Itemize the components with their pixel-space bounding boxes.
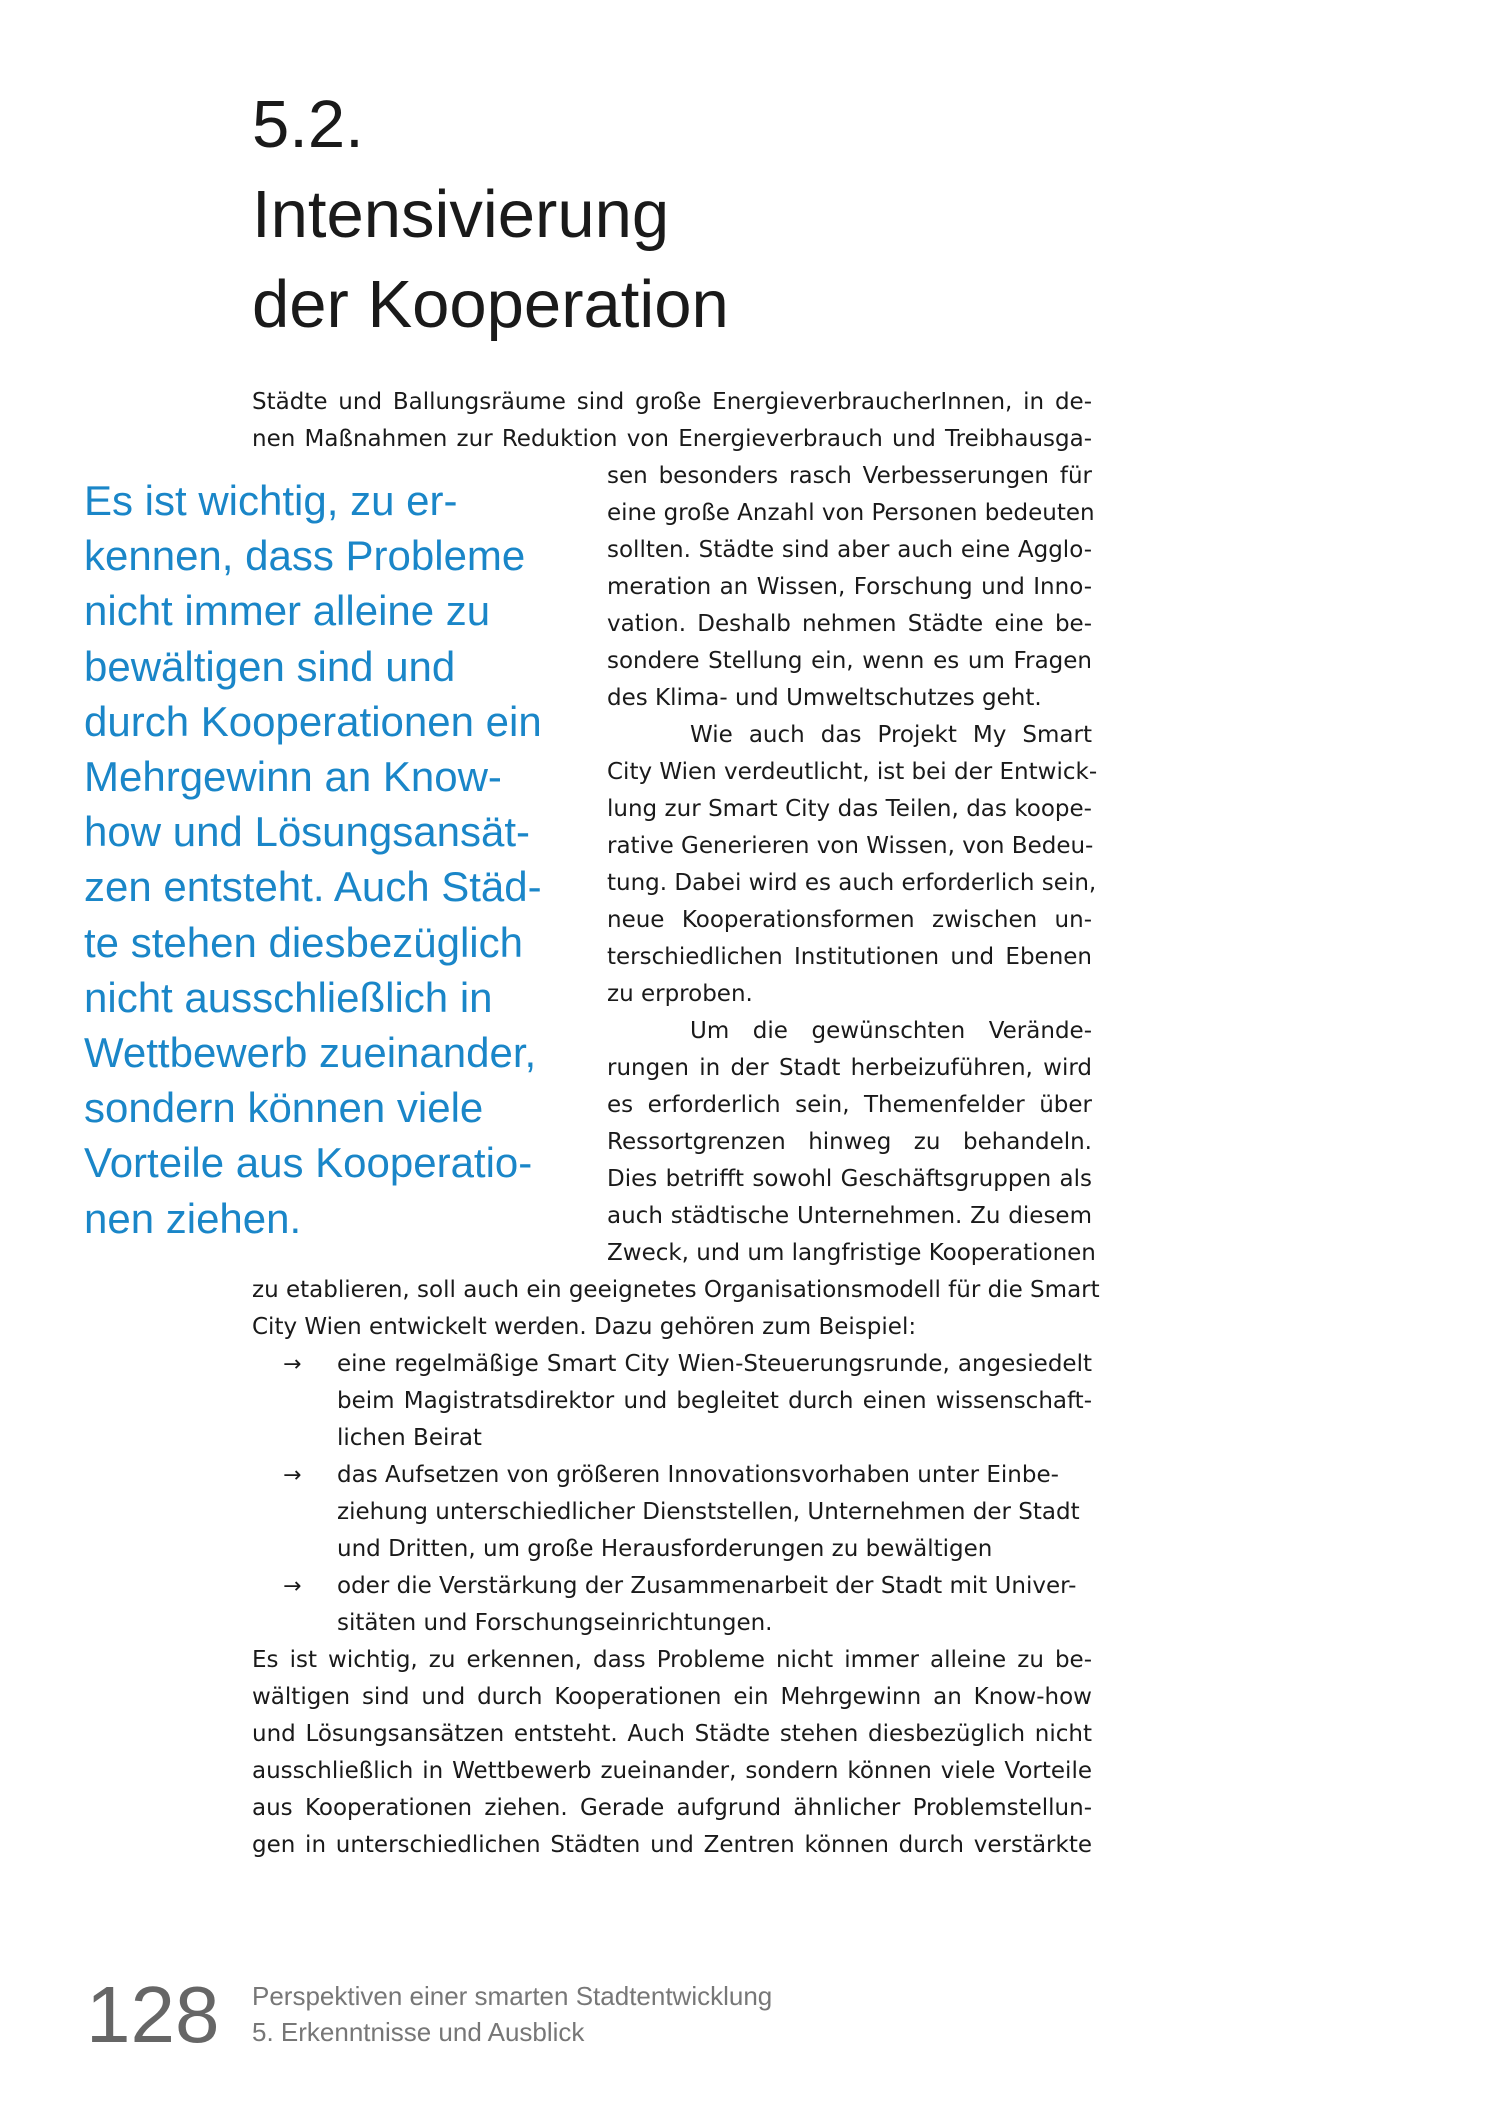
pull-quote-line: te stehen diesbezüglich	[84, 918, 523, 966]
arrow-right-icon: →	[283, 1352, 302, 1377]
body-line: zu etablieren, soll auch ein geeignetes Organisationsmodell für die Smart	[252, 1277, 1100, 1303]
body-line: sollten. Städte sind aber auch eine Agglo-	[607, 537, 1092, 563]
pull-quote-line: kennen, dass Probleme	[84, 532, 526, 580]
body-line: meration an Wissen, Forschung und Inno-	[607, 574, 1092, 600]
body-line: sen besonders rasch Verbesserungen für	[607, 463, 1092, 489]
body-line: ausschließlich in Wettbewerb zueinander, sondern können viele Vorteile	[252, 1758, 1092, 1784]
section-heading	[252, 80, 729, 350]
bullet-line: sitäten und Forschungseinrichtungen.	[337, 1610, 773, 1636]
pull-quote-line: nicht ausschließlich in	[84, 973, 493, 1021]
body-line: rungen in der Stadt herbeizuführen, wird	[607, 1055, 1092, 1081]
body-line: neue Kooperationsformen zwischen un-	[607, 907, 1092, 933]
bullet-line: beim Magistratsdirektor und begleitet durch einen wissenschaft-	[337, 1388, 1092, 1414]
heading-number: 5.2.	[252, 87, 364, 162]
pull-quote-line: bewältigen sind und	[84, 642, 456, 690]
body-line: aus Kooperationen ziehen. Gerade aufgrund ähnlicher Problemstellun-	[252, 1795, 1092, 1821]
pull-quote	[84, 473, 604, 1246]
heading-line: der Kooperation	[252, 267, 729, 342]
body-line: Wie auch das Projekt My Smart	[690, 722, 1092, 748]
page-number: 128	[86, 1970, 220, 2059]
pull-quote-line: zen entsteht. Auch Städ-	[84, 863, 542, 911]
body-line: Um die gewünschten Verände-	[690, 1018, 1092, 1044]
pull-quote-line: how und Lösungsansät-	[84, 808, 530, 856]
body-line: auch städtische Unternehmen. Zu diesem	[607, 1203, 1092, 1229]
bullet-line: und Dritten, um große Herausforderungen zu bewältigen	[337, 1536, 993, 1562]
body-line: zu erproben.	[607, 981, 753, 1007]
pull-quote-line: durch Kooperationen ein	[84, 697, 542, 745]
body-line: vation. Deshalb nehmen Städte eine be-	[607, 611, 1092, 637]
pull-quote-line: Mehrgewinn an Know-	[84, 753, 502, 801]
bullet-line: eine regelmäßige Smart City Wien-Steuerungsrunde, angesiedelt	[337, 1351, 1092, 1377]
pull-quote-line: nicht immer alleine zu	[84, 587, 491, 635]
body-line: wältigen sind und durch Kooperationen ein Mehrgewinn an Know-how	[252, 1684, 1092, 1710]
body-line: sondere Stellung ein, wenn es um Fragen	[607, 648, 1092, 674]
pull-quote-line: nen ziehen.	[84, 1194, 302, 1242]
body-line: Ressortgrenzen hinweg zu behandeln.	[607, 1129, 1092, 1155]
body-line: City Wien entwickelt werden. Dazu gehören zum Beispiel:	[252, 1314, 917, 1340]
body-line: City Wien verdeutlicht, ist bei der Entwick-	[607, 759, 1098, 785]
body-line: Dies betrifft sowohl Geschäftsgruppen als	[607, 1166, 1092, 1192]
arrow-right-icon: →	[283, 1574, 302, 1599]
bullet-line: ziehung unterschiedlicher Dienststellen, Unternehmen der Stadt	[337, 1499, 1080, 1525]
bullet-line: das Aufsetzen von größeren Innovationsvorhaben unter Einbe-	[337, 1462, 1059, 1488]
body-line: rative Generieren von Wissen, von Bedeu-	[607, 833, 1094, 859]
body-line: Es ist wichtig, zu erkennen, dass Probleme nicht immer alleine zu be-	[252, 1647, 1092, 1673]
body-line: und Lösungsansätzen entsteht. Auch Städte stehen diesbezüglich nicht	[252, 1721, 1092, 1747]
chapter-title: 5. Erkenntnisse und Ausblick	[252, 2017, 585, 2047]
pull-quote-line: Vorteile aus Kooperatio-	[84, 1139, 533, 1187]
body-line: gen in unterschiedlichen Städten und Zentren können durch verstärkte	[252, 1832, 1092, 1858]
bullet-line: oder die Verstärkung der Zusammenarbeit der Stadt mit Univer-	[337, 1573, 1077, 1599]
body-line: lung zur Smart City das Teilen, das koope-	[607, 796, 1092, 822]
body-line: es erforderlich sein, Themenfelder über	[607, 1092, 1092, 1118]
heading-line: Intensivierung	[252, 177, 670, 252]
body-line: Zweck, und um langfristige Kooperationen	[607, 1240, 1096, 1266]
pull-quote-line: sondern können viele	[84, 1084, 484, 1132]
bullet-line: lichen Beirat	[337, 1425, 482, 1451]
body-line: des Klima- und Umweltschutzes geht.	[607, 685, 1042, 711]
pull-quote-line: Es ist wichtig, zu er-	[84, 477, 458, 524]
body-line: tung. Dabei wird es auch erforderlich sein,	[607, 870, 1097, 896]
body-line: Städte und Ballungsräume sind große EnergieverbraucherInnen, in de-	[252, 389, 1092, 415]
body-line: terschiedlichen Institutionen und Ebenen	[607, 944, 1092, 970]
pull-quote-line: Wettbewerb zueinander,	[84, 1029, 537, 1077]
body-line: eine große Anzahl von Personen bedeuten	[607, 500, 1095, 526]
arrow-right-icon: →	[283, 1463, 302, 1488]
body-line: nen Maßnahmen zur Reduktion von Energieverbrauch und Treibhausga-	[252, 426, 1092, 452]
book-title: Perspektiven einer smarten Stadtentwicklung	[252, 1981, 773, 2011]
